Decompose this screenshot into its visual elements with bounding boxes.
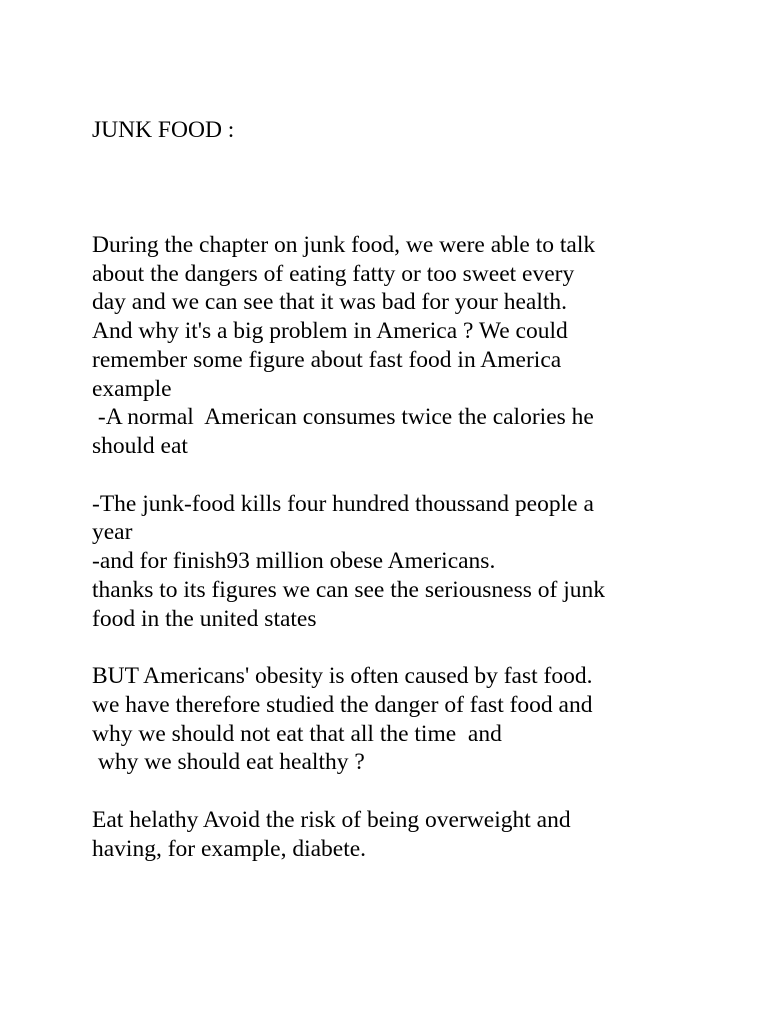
paragraph-line: why we should eat healthy ? — [92, 749, 365, 776]
paragraph-line: Eat helathy Avoid the risk of being overweight and — [92, 806, 571, 833]
blank-line — [92, 633, 692, 662]
paragraph-line: why we should not eat that all the time and — [92, 720, 502, 747]
document-body — [92, 116, 692, 863]
paragraph-line: -A normal American consumes twice the calories he — [92, 404, 594, 431]
paragraph-line: thanks to its figures we can see the seriousness of junk — [92, 576, 605, 603]
document-title: JUNK FOOD : — [92, 117, 235, 143]
paragraph-line: we have therefore studied the danger of fast food and — [92, 691, 593, 718]
paragraph-line: day and we can see that it was bad for your health. — [92, 289, 568, 316]
paragraph-line: should eat — [92, 433, 188, 459]
paragraph-line: year — [92, 519, 133, 546]
paragraph-line: During the chapter on junk food, we were able to talk — [92, 231, 596, 258]
paragraph-line: -and for finish93 million obese Americans. — [92, 548, 496, 574]
paragraph-line: BUT Americans' obesity is often caused by fast food. — [92, 663, 593, 689]
paragraph-line: example — [92, 375, 172, 402]
blank-line — [92, 461, 692, 490]
paragraph-line: And why it's a big problem in America ? We could — [92, 318, 568, 344]
paragraph-line: food in the united states — [92, 605, 317, 632]
paragraph-line: -The junk-food kills four hundred thoussand people a — [92, 490, 594, 517]
paragraph-line: remember some figure about fast food in America — [92, 346, 562, 373]
paragraph-line: about the dangers of eating fatty or too sweet every — [92, 260, 575, 287]
blank-line — [92, 777, 692, 806]
paragraph-line: having, for example, diabete. — [92, 835, 367, 862]
